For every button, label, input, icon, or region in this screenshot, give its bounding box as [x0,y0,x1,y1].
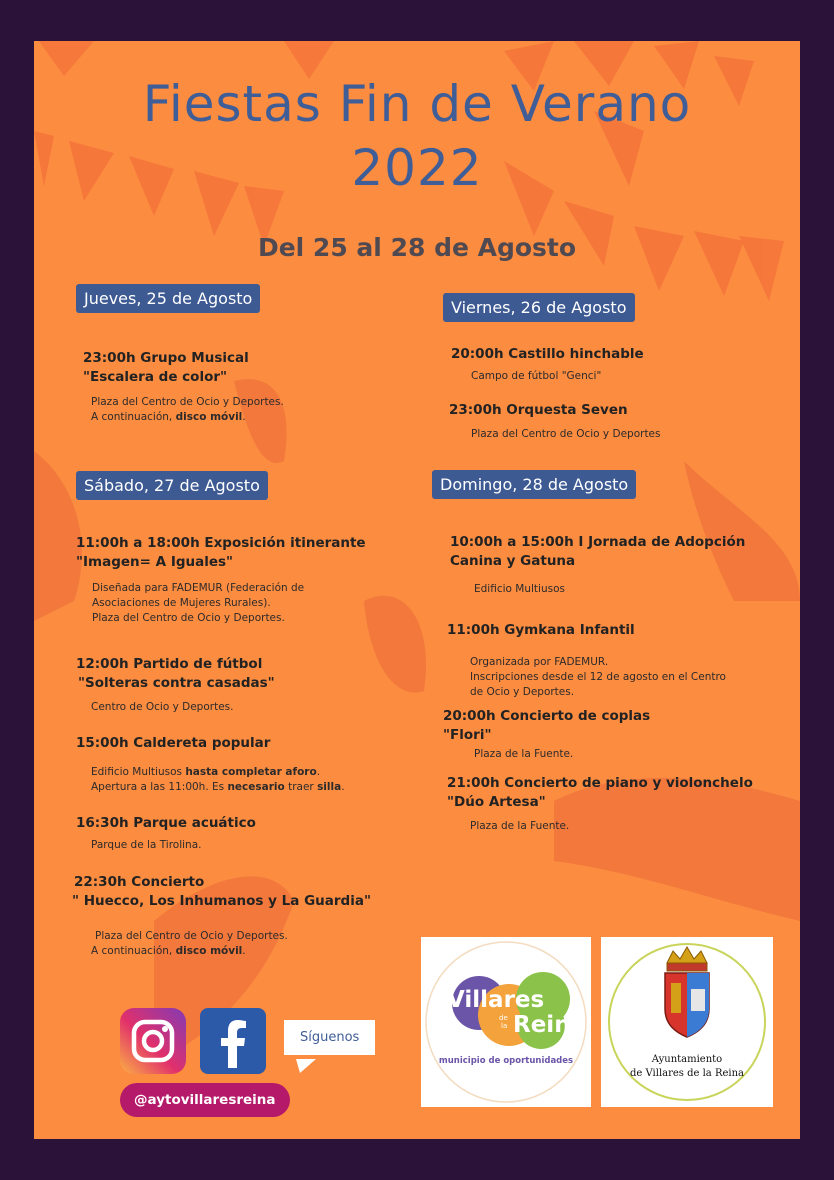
event-detail: Plaza del Centro de Ocio y Deportes. [92,612,285,624]
event-title-line: 11:00h Gymkana Infantil [447,622,635,638]
event-detail: Campo de fútbol "Genci" [471,370,602,382]
event-detail: Plaza de la Fuente. [474,748,574,760]
svg-text:Ayuntamiento: Ayuntamiento [651,1054,723,1065]
event-title-line: "Solteras contra casadas" [78,675,275,691]
villares-logo [421,937,591,1107]
event-title-line: 12:00h Partido de fútbol [76,656,263,672]
event-title-line: 15:00h Caldereta popular [76,735,271,751]
ayuntamiento-logo [601,937,773,1107]
svg-text:municipio de oportunidades: municipio de oportunidades [438,1056,574,1066]
event-detail: Centro de Ocio y Deportes. [91,701,234,713]
event-detail: Edificio Multiusos [474,583,565,595]
event-title-line: " Huecco, Los Inhumanos y La Guardia" [72,893,371,909]
event-detail: A continuación, disco móvil. [91,945,246,957]
event-title-line: 20:00h Concierto de coplas [443,708,651,724]
event-detail: Plaza del Centro de Ocio y Deportes. [95,930,288,942]
event-detail: Plaza del Centro de Ocio y Deportes. [91,396,284,408]
event-detail: A continuación, disco móvil. [91,411,246,423]
ayuntamiento-logo-box [601,937,773,1107]
day-badge-saturday: Sábado, 27 de Agosto [76,471,268,500]
event-title-line: 23:00h Grupo Musical [83,350,249,366]
svg-text:de: de [499,1014,508,1022]
day-badge-sunday: Domingo, 28 de Agosto [432,470,636,499]
event-title-line: 21:00h Concierto de piano y violonchelo [447,775,753,791]
event-detail: Plaza del Centro de Ocio y Deportes [471,428,661,440]
event-detail: Apertura a las 11:00h. Es necesario traer silla. [91,781,345,793]
event-detail: Inscripciones desde el 12 de agosto en el Centro [470,671,726,683]
event-detail: Plaza de la Fuente. [470,820,570,832]
event-detail: Edificio Multiusos hasta completar aforo. [91,766,321,778]
event-detail: Parque de la Tirolina. [91,839,202,851]
event-title-line: 16:30h Parque acuático [76,815,256,831]
event-title-line: "Dúo Artesa" [447,794,546,810]
svg-text:Reina: Reina [513,1012,587,1038]
event-title-line: 10:00h a 15:00h I Jornada de Adopción [450,534,746,550]
event-title-line: 22:30h Concierto [74,874,205,890]
day-badge-thursday: Jueves, 25 de Agosto [76,284,260,313]
event-detail: de Ocio y Deportes. [470,686,575,698]
instagram-icon[interactable] [120,1008,186,1074]
event-dates: Del 25 al 28 de Agosto [257,233,577,262]
event-title-line: "Escalera de color" [83,369,228,385]
svg-text:la: la [501,1022,508,1030]
event-title-line: Canina y Gatuna [450,553,576,569]
social-handle[interactable]: @aytovillaresreina [120,1083,290,1117]
event-detail: Asociaciones de Mujeres Rurales). [92,597,271,609]
coat-of-arms-icon [665,947,709,1037]
event-title-line: 23:00h Orquesta Seven [449,402,628,418]
event-title: Fiestas Fin de Verano [142,75,692,133]
event-detail: Organizada por FADEMUR. [470,656,609,668]
svg-text:de Villares de la Reina: de Villares de la Reina [630,1068,744,1079]
svg-text:Villares: Villares [447,987,545,1013]
facebook-icon[interactable] [200,1008,266,1074]
speech-tail-icon [296,1059,316,1073]
event-title-line: "Flori" [443,727,492,743]
event-detail: Diseñada para FADEMUR (Federación de [92,582,305,594]
event-year: 2022 [351,139,483,197]
day-badge-friday: Viernes, 26 de Agosto [443,293,635,322]
poster [34,41,800,1139]
villares-logo-box [421,937,591,1107]
event-title-line: 11:00h a 18:00h Exposición itinerante [76,535,366,551]
event-title-line: "Imagen= A Iguales" [76,554,234,570]
follow-label: Síguenos [284,1020,375,1055]
event-title-line: 20:00h Castillo hinchable [451,346,644,362]
